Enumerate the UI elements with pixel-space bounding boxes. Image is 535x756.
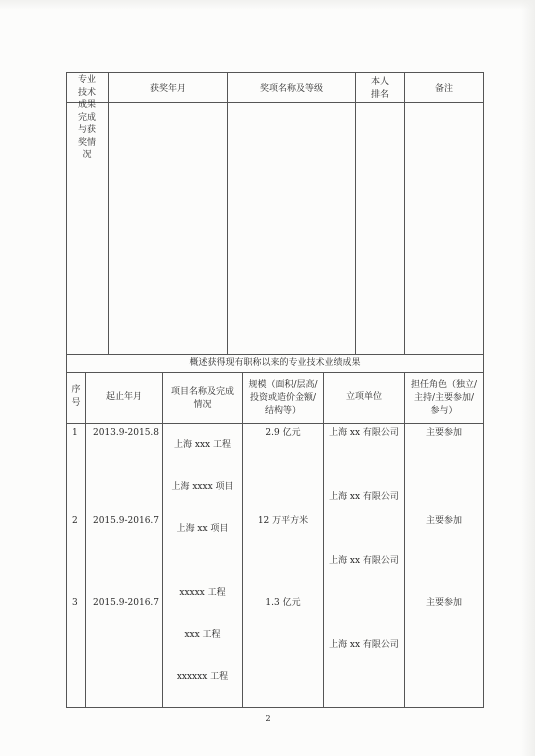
table-row-2-unit-2: 上海 xx 有限公司 (329, 556, 399, 566)
role-header-line-3: 参与） (430, 406, 458, 416)
table-row-3-scale: 1.3 亿元 (265, 598, 301, 608)
table-row-3-project-3: xxxxxx 工程 (176, 672, 229, 682)
table-row-1-project-1: 上海 xxx 工程 (174, 440, 231, 450)
page-right-shadow (521, 0, 535, 756)
table-row-1-scale: 2.9 亿元 (265, 428, 301, 438)
unit-header: 立项单位 (345, 392, 382, 402)
awards-row-label (67, 74, 107, 162)
performance-section-title: 概述获得现有职称以来的专业技术业绩成果 (189, 358, 361, 368)
table-row-3-project-2: xxx 工程 (184, 630, 221, 640)
table-row-2-scale: 12 万平方米 (257, 516, 309, 526)
rank-header-line-2: 排名 (370, 90, 389, 100)
table-row-2-role: 主要参加 (425, 516, 462, 526)
awards-row-label-line-5: 与获 (77, 125, 96, 135)
project-header-line-2: 情况 (193, 400, 212, 410)
role-header (405, 379, 483, 418)
sequence-header-line-1: 序 (71, 385, 81, 395)
scale-header-line-3: 结构等） (264, 406, 301, 416)
table-row-2-period: 2015.9-2016.7 (93, 516, 160, 526)
table-row-3-period: 2015.9-2016.7 (93, 598, 160, 608)
scale-header-line-1: 规模（面积/层高/ (248, 380, 318, 390)
award-name-level-header: 奖项名称及等级 (259, 84, 323, 94)
awards-row-label-line-2: 技术 (77, 87, 96, 98)
remarks-header: 备注 (434, 84, 453, 94)
table-row-1-period: 2013.9-2015.8 (93, 428, 160, 438)
rank-header-line-1: 本人 (370, 77, 389, 87)
table-row-2-project-1: 上海 xxxx 项目 (171, 482, 234, 492)
awards-row-label-line-7: 况 (82, 150, 92, 160)
project-header-line-1: 项目名称及完成 (170, 387, 234, 397)
table-row-1-unit-1: 上海 xx 有限公司 (329, 428, 399, 438)
table-row-3-project-1: xxxxx 工程 (179, 588, 226, 598)
role-header-line-1: 担任角色（独立/ (410, 380, 478, 390)
rank-header (356, 76, 404, 102)
awards-row-label-line-4: 完成 (77, 112, 96, 123)
table-row-2-seq: 2 (72, 516, 78, 526)
role-header-line-2: 主持/主要参加/ (413, 393, 475, 403)
table-row-2-unit-1: 上海 xx 有限公司 (329, 492, 399, 502)
award-date-header: 获奖年月 (149, 84, 186, 94)
sequence-header (67, 384, 85, 410)
scale-header (243, 379, 323, 418)
page-number: 2 (265, 714, 271, 723)
table-row-1-role: 主要参加 (425, 428, 462, 438)
awards-row-label-line-6: 奖情 (77, 137, 96, 148)
table-row-3-role: 主要参加 (425, 598, 462, 608)
table-row-2-project-2: 上海 xx 项目 (176, 524, 229, 534)
sequence-header-line-2: 号 (71, 398, 81, 408)
page-top-shadow (0, 0, 535, 10)
awards-row-label-line-1: 专业 (77, 75, 96, 85)
table-row-1-seq: 1 (72, 428, 78, 438)
project-header (163, 386, 242, 412)
scale-header-line-2: 投资或造价金额/ (249, 393, 317, 403)
table-row-3-seq: 3 (72, 598, 78, 608)
table-row-3-unit-1: 上海 xx 有限公司 (329, 640, 399, 650)
awards-row-label-line-3: 成果 (77, 100, 96, 110)
period-header: 起止年月 (105, 392, 142, 402)
